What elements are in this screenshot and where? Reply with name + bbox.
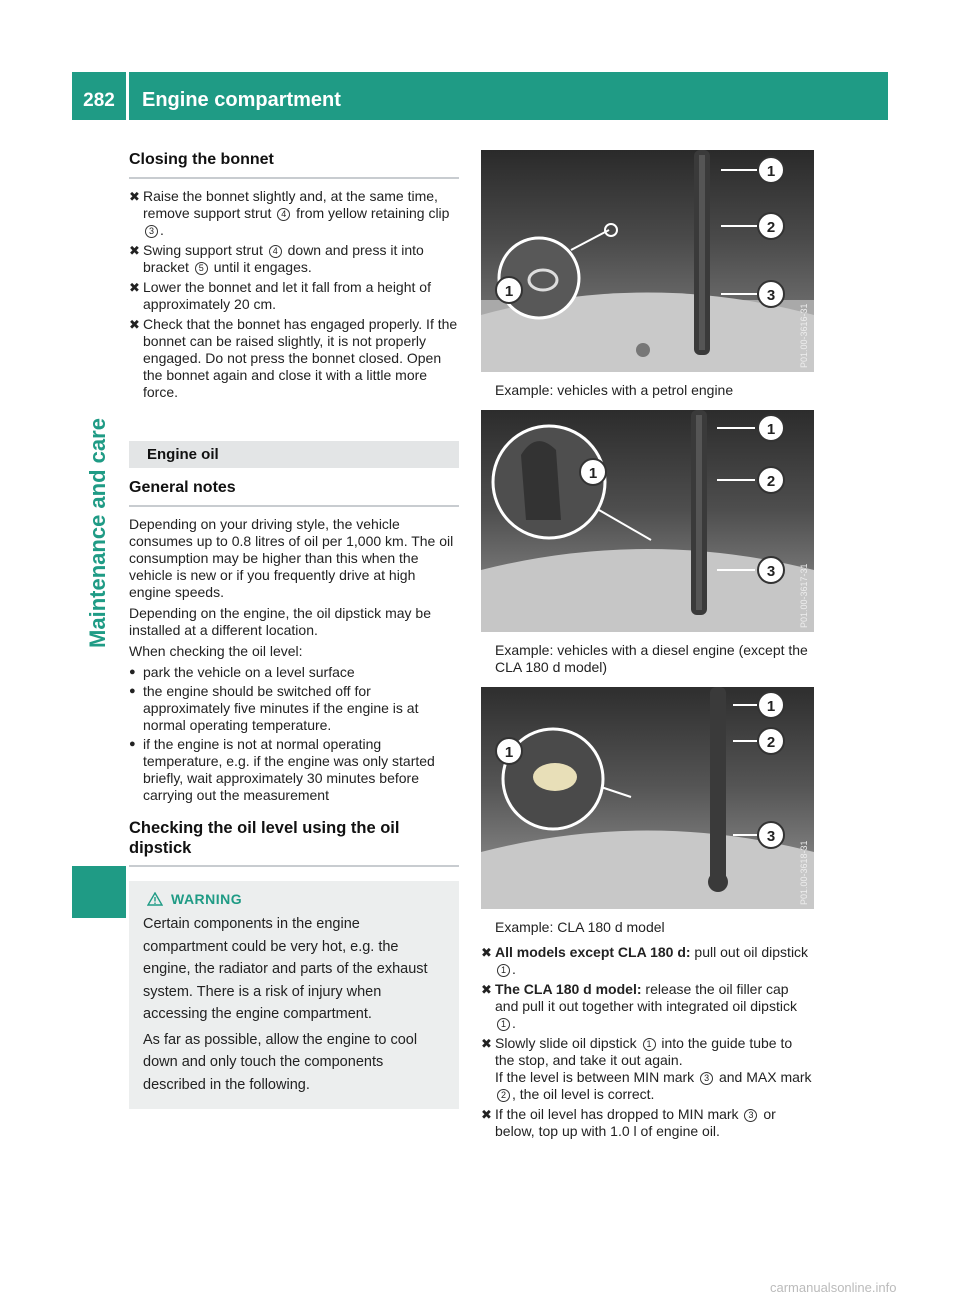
engine-photo: [481, 150, 814, 372]
paragraph: Depending on your driving style, the vehicle consumes up to 0.8 litres of oil per 1,000 km. The oil consumption may be higher than this when the vehicle is new or if you frequently drive at high engine speeds.: [129, 516, 454, 600]
step-item: ✖ The CLA 180 d model: release the oil filler cap and pull it out together with integrated oil dipstick 1 .: [481, 981, 797, 1031]
page-number: 282: [83, 90, 115, 111]
callout-label-1: 1: [766, 163, 776, 180]
callout-label-3: 3: [766, 287, 776, 304]
side-tab-label: Maintenance and care: [85, 417, 110, 648]
warning-text: As far as possible, allow the engine to cool down and only touch the components described in the following.: [143, 1031, 418, 1093]
bullet-icon: ●: [129, 738, 136, 750]
bullet-item: ● park the vehicle on a level surface: [129, 664, 355, 680]
step-arrow-icon: ✖: [481, 945, 492, 960]
step-item: ✖ Raise the bonnet slightly and, at the same time, remove support strut 4 from yellow retaining clip 3 .: [129, 188, 450, 238]
bullet-item: ● if the engine is not at normal operating temperature, e.g. if the engine was only started briefly, wait approximately 30 minutes before carrying out the measurement: [129, 736, 435, 803]
step-arrow-icon: ✖: [129, 280, 140, 295]
step-arrow-icon: ✖: [481, 1107, 492, 1122]
engine-photo: [481, 410, 814, 632]
warning-text: Certain components in the engine compartment could be very hot, e.g. the engine, the radiator and parts of the exhaust system. There is a risk of injury when accessing the engine compartment.: [143, 916, 428, 1022]
callout-label-2: 2: [766, 219, 776, 236]
figure-petrol-engine: [481, 150, 814, 372]
figure-caption: Example: CLA 180 d model: [495, 919, 665, 935]
callout-label-2: 2: [766, 473, 776, 490]
inset-label: 1: [504, 744, 514, 761]
bullet-item: ● the engine should be switched off for approximately five minutes if the engine is at normal operating temperature.: [129, 683, 419, 733]
callout-marker: 1: [643, 1038, 656, 1051]
footer-watermark: carmanualsonline.info: [770, 1280, 897, 1295]
engine-oil-bar: Engine oil: [129, 441, 459, 468]
paragraph: When checking the oil level:: [129, 643, 303, 659]
callout-label-3: 3: [766, 563, 776, 580]
step-item: ✖ If the oil level has dropped to MIN mark 3 or below, top up with 1.0 l of engine oil.: [481, 1106, 776, 1139]
instruction-steps: [481, 944, 814, 1140]
step-item: ✖ Swing support strut 4 down and press it into bracket 5 until it engages.: [129, 242, 424, 275]
callout-marker: 1: [497, 964, 510, 977]
section-heading-dipstick: Checking the oil level using the oil dipstick: [129, 818, 459, 867]
bullet-icon: ●: [129, 685, 136, 697]
callout-marker: 3: [145, 225, 158, 238]
warning-header: [143, 891, 445, 907]
figure-cla-engine: [481, 687, 814, 909]
bullet-icon: ●: [129, 666, 136, 678]
side-tab: [70, 205, 126, 860]
warning-box: [129, 881, 459, 1109]
step-item: ✖ All models except CLA 180 d: pull out oil dipstick 1 .: [481, 944, 809, 977]
step-item: ✖ Lower the bonnet and let it fall from a height of approximately 20 cm.: [129, 279, 431, 312]
callout-label-1: 1: [766, 421, 776, 438]
left-column: [129, 150, 459, 1109]
page-title: Engine compartment: [142, 89, 341, 111]
step-arrow-icon: ✖: [481, 982, 492, 997]
step-arrow-icon: ✖: [129, 317, 140, 332]
right-column: [481, 150, 814, 1143]
figure-code: P01.00-3617-31: [799, 563, 809, 628]
inset-label: 1: [588, 465, 598, 482]
callout-label-1: 1: [766, 698, 776, 715]
callout-marker: 4: [277, 208, 290, 221]
warning-triangle-icon: [147, 892, 163, 906]
step-arrow-icon: ✖: [481, 1036, 492, 1051]
figure-caption: Example: vehicles with a petrol engine: [495, 382, 734, 398]
callout-marker: 1: [497, 1018, 510, 1031]
callout-marker: 3: [744, 1109, 757, 1122]
callout-label-2: 2: [766, 734, 776, 751]
callout-marker: 4: [269, 245, 282, 258]
section-heading-closing: Closing the bonnet: [129, 150, 459, 179]
step-arrow-icon: ✖: [129, 189, 140, 204]
figure-caption: Example: vehicles with a diesel engine (except the CLA 180 d model): [495, 642, 808, 675]
warning-title: WARNING: [171, 891, 243, 907]
paragraph: Depending on the engine, the oil dipstick may be installed at a different location.: [129, 605, 431, 638]
figure-code: P01.00-3616-31: [799, 303, 809, 368]
figure-code: P01.00-3618-31: [799, 840, 809, 905]
side-tab-block: [72, 866, 126, 918]
engine-photo: [481, 687, 814, 909]
callout-marker: 5: [195, 262, 208, 275]
section-heading-general-notes: General notes: [129, 478, 459, 507]
figure-diesel-engine: [481, 410, 814, 632]
inset-label: 1: [504, 283, 514, 300]
step-arrow-icon: ✖: [129, 243, 140, 258]
callout-label-3: 3: [766, 828, 776, 845]
header-divider: [126, 72, 129, 120]
step-item: ✖ Check that the bonnet has engaged properly. If the bonnet can be raised slightly, it is not properly engaged. Do not press the bonnet closed. Open the bonnet again and close it with a little more force.: [129, 316, 458, 400]
callout-marker: 3: [700, 1072, 713, 1085]
step-item: ✖ Slowly slide oil dipstick 1 into the guide tube to the stop, and take it out again. If the level is between MIN mark 3 and MAX mark 2 , the oil level is correct.: [481, 1035, 812, 1102]
callout-marker: 2: [497, 1089, 510, 1102]
